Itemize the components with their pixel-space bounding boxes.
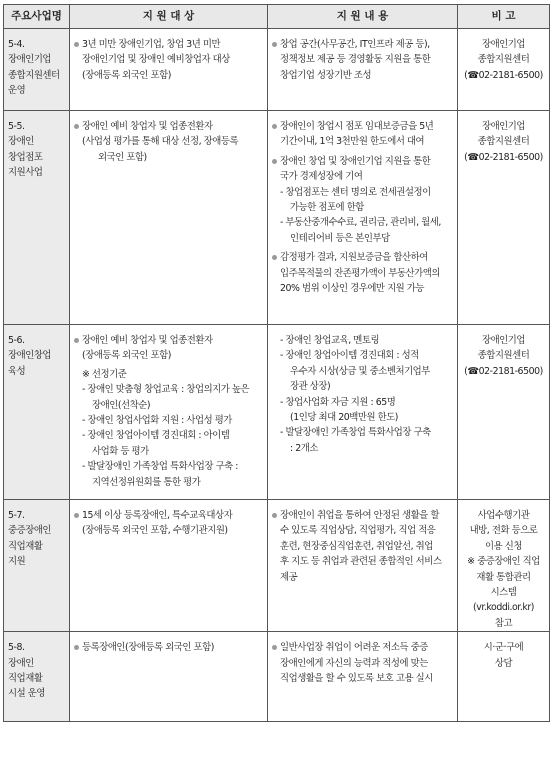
- note-line: 장애인기업: [481, 39, 526, 50]
- table-row: [4, 632, 550, 722]
- text-line: (장애등록 외국인 포함): [82, 69, 171, 81]
- note-line: 종합지원센터: [477, 136, 530, 148]
- target-cell: [70, 111, 268, 325]
- text-line: 가능한 점포에 한함: [290, 202, 364, 214]
- bullet-item: [74, 640, 263, 655]
- text-line: 입주목적물의 잔존평가액이 부동산가액의: [280, 267, 440, 279]
- bullet-dot-icon: [272, 513, 277, 518]
- program-name-line: 직업재활: [8, 673, 43, 685]
- text-line: 장애인 예비 창업자 및 업종전환자: [82, 121, 213, 132]
- text-line: 기간이내, 1억 3천만원 한도에서 대여: [280, 136, 425, 148]
- text-line: - 부동산중개수수료, 권리금, 관리비, 월세,: [280, 217, 441, 229]
- table-row: [4, 500, 550, 632]
- header-program-name: 주요사업명: [4, 5, 70, 29]
- text-line: - 장애인 맞춤형 창업교육 : 창업의지가 높은: [82, 384, 250, 396]
- bullet-item: [272, 250, 453, 296]
- program-name-line: 직업재활: [8, 540, 43, 552]
- program-name-line: 중증장애인: [8, 525, 52, 537]
- program-name-line: 5-7.: [8, 510, 25, 521]
- note-line: 이용 신청: [485, 540, 522, 552]
- bullet-dot-icon: [272, 124, 277, 129]
- text-line: : 2개소: [290, 442, 318, 454]
- text-line: 인테리어비 등은 본인부담: [290, 232, 390, 244]
- note-cell: [458, 111, 550, 325]
- note-line: 내방, 전화 등으로: [469, 525, 538, 537]
- text-line: - 장애인 창업사업화 지원 : 사업성 평가: [82, 415, 232, 427]
- note-line: (☎02-2181-6500): [464, 151, 543, 163]
- program-name-cell: [4, 111, 70, 325]
- program-name-line: 5-4.: [8, 39, 25, 50]
- text-line: 창업 공간(사무공간, IT인프라 제공 등),: [280, 39, 430, 50]
- bullet-item: [272, 640, 453, 686]
- text-line: 20% 범위 이상인 경우에만 지원 가능: [280, 283, 425, 295]
- program-name-line: 운영: [8, 85, 26, 97]
- bullet-dot-icon: [74, 338, 79, 343]
- bullet-item: [74, 333, 263, 490]
- program-name-cell: [4, 500, 70, 632]
- text-line: (장애등록 외국인 포함): [82, 350, 171, 362]
- program-name-line: 5-5.: [8, 121, 25, 132]
- target-cell: [70, 632, 268, 722]
- bullet-item: [272, 508, 453, 585]
- target-cell: [70, 500, 268, 632]
- bullet-item: [74, 508, 263, 539]
- text-line: 15세 이상 등록장애인, 특수교육대상자: [82, 510, 233, 521]
- text-line: 사업화 등 평가: [92, 445, 149, 457]
- bullet-dot-icon: [272, 42, 277, 47]
- bullet-dot-icon: [272, 255, 277, 260]
- header-content: 지 원 내 용: [268, 5, 458, 29]
- note-line: 종합지원센터: [477, 54, 530, 66]
- note-line: ※ 중증장애인 직업: [467, 556, 540, 568]
- text-line: - 창업사업화 자금 지원 : 65명: [280, 396, 396, 408]
- text-line: 후 지도 등 취업과 관련된 종합적인 서비스: [280, 556, 442, 568]
- note-line: 종합지원센터: [477, 350, 530, 362]
- program-name-line: 장애인: [8, 136, 34, 148]
- bullet-item: [272, 154, 453, 246]
- note-line: 상담: [494, 657, 513, 669]
- text-line: (장애등록 외국인 포함, 수행기관지원): [82, 525, 228, 537]
- bullet-item: [74, 119, 263, 165]
- text-line: 훈련, 현장중심직업훈련, 취업알선, 취업: [280, 540, 433, 552]
- table-row: [4, 29, 550, 111]
- header-row: [4, 5, 550, 29]
- note-cell: [458, 632, 550, 722]
- text-line: 3년 미만 장애인기업, 창업 3년 미만: [82, 39, 221, 50]
- note-line: 사업수행기관: [477, 510, 530, 521]
- program-name-line: 장애인기업: [8, 54, 52, 66]
- text-line: 장애인기업 및 장애인 예비창업자 대상: [82, 54, 230, 66]
- content-cell: [268, 632, 458, 722]
- content-cell: [268, 111, 458, 325]
- bullet-item: [272, 119, 453, 150]
- text-line: 창업기업 성장기반 조성: [280, 69, 372, 81]
- dash-list: [272, 333, 453, 456]
- program-name-line: 지원사업: [8, 167, 43, 179]
- bullet-dot-icon: [74, 124, 79, 129]
- program-name-line: 종합지원센터: [8, 69, 60, 81]
- bullet-item: [74, 37, 263, 83]
- note-cell: [458, 29, 550, 111]
- text-line: - 장애인 창업교육, 멘토링: [280, 335, 380, 346]
- bullet-dot-icon: [74, 42, 79, 47]
- text-line: 국가 경제성장에 기여: [280, 171, 363, 183]
- content-cell: [268, 29, 458, 111]
- target-cell: [70, 29, 268, 111]
- note-cell: [458, 325, 550, 500]
- text-line: - 발달장애인 가족창업 특화사업장 구축 :: [82, 461, 238, 473]
- program-name-cell: [4, 632, 70, 722]
- note-line: (☎02-2181-6500): [464, 365, 543, 377]
- text-line: - 장애인 창업아이템 경진대회 : 아이템: [82, 430, 230, 442]
- table-row: [4, 111, 550, 325]
- text-line: 정책정보 제공 등 경영활동 지원을 통한: [280, 54, 431, 66]
- text-line: 감정평가 결과, 지원보증금을 합산하여: [280, 252, 428, 264]
- text-line: 장관 상장): [290, 381, 331, 393]
- note-line: 재활 통합관리: [476, 571, 531, 583]
- program-name-cell: [4, 325, 70, 500]
- text-line: 제공: [280, 571, 298, 583]
- bullet-item: [272, 37, 453, 83]
- text-line: 장애인 창업 및 장애인기업 지원을 통한: [280, 155, 431, 167]
- text-line: - 창업점포는 센터 명의로 전세권설정이: [280, 186, 431, 198]
- text-line: 등록장애인(장애등록 외국인 포함): [82, 642, 214, 654]
- text-line: 우수자 시상(상금 및 중소벤처기업부: [290, 365, 430, 377]
- bullet-dot-icon: [74, 645, 79, 650]
- text-line: 장애인(선착순): [92, 399, 151, 411]
- program-name-line: 5-6.: [8, 335, 25, 346]
- note-line: 시스템: [490, 587, 517, 599]
- text-line: 장애인에게 자신의 능력과 적성에 맞는: [280, 657, 428, 669]
- program-name-line: 장애인: [8, 657, 34, 669]
- text-line: 일반사업장 취업이 어려운 저소득 중증: [280, 642, 428, 654]
- content-cell: [268, 500, 458, 632]
- bullet-dot-icon: [74, 513, 79, 518]
- support-program-table: [3, 4, 550, 722]
- text-line: 직업생활을 할 수 있도록 보호 고용 실시: [280, 673, 433, 685]
- program-name-line: 5-8.: [8, 642, 25, 654]
- text-line: (사업성 평가를 통해 대상 선정, 장애등록: [82, 136, 239, 148]
- text-line: 외국인 포함): [98, 151, 147, 163]
- text-line: (1인당 최대 20백만원 한도): [290, 412, 399, 424]
- note-line: 장애인기업: [481, 121, 526, 132]
- target-cell: [70, 325, 268, 500]
- text-line: 지역선정위원회를 통한 평가: [92, 476, 201, 488]
- text-line: 장애인이 취업을 통하여 안정된 생활을 할: [280, 510, 439, 521]
- program-name-cell: [4, 29, 70, 111]
- header-note: 비 고: [458, 5, 550, 29]
- program-name-line: 육성: [8, 365, 26, 377]
- text-line: - 장애인 창업아이템 경진대회 : 성적: [280, 350, 419, 362]
- program-name-line: 지원: [8, 556, 26, 568]
- table-row: [4, 325, 550, 500]
- program-name-line: 장애인창업: [8, 350, 52, 362]
- text-line: 장애인이 창업시 점포 임대보증금을 5년: [280, 121, 434, 132]
- text-line: 수 있도록 직업상담, 직업평가, 직업 적응: [280, 525, 436, 537]
- note-line: (vr.koddi.or.kr): [473, 602, 534, 614]
- program-name-line: 창업점포: [8, 151, 43, 163]
- bullet-dot-icon: [272, 159, 277, 164]
- note-cell: [458, 500, 550, 632]
- text-line: - 발달장애인 가족창업 특화사업장 구축: [280, 427, 431, 439]
- note-line: (☎02-2181-6500): [464, 69, 543, 81]
- text-line: ※ 선정기준: [82, 368, 127, 380]
- text-line: 장애인 예비 창업자 및 업종전환자: [82, 335, 213, 346]
- note-line: 장애인기업: [481, 335, 526, 346]
- note-line: 참고: [494, 617, 513, 629]
- program-name-line: 시설 운영: [8, 688, 45, 700]
- content-cell: [268, 325, 458, 500]
- header-target: 지 원 대 상: [70, 5, 268, 29]
- bullet-dot-icon: [272, 645, 277, 650]
- note-line: 시·군·구에: [483, 642, 524, 654]
